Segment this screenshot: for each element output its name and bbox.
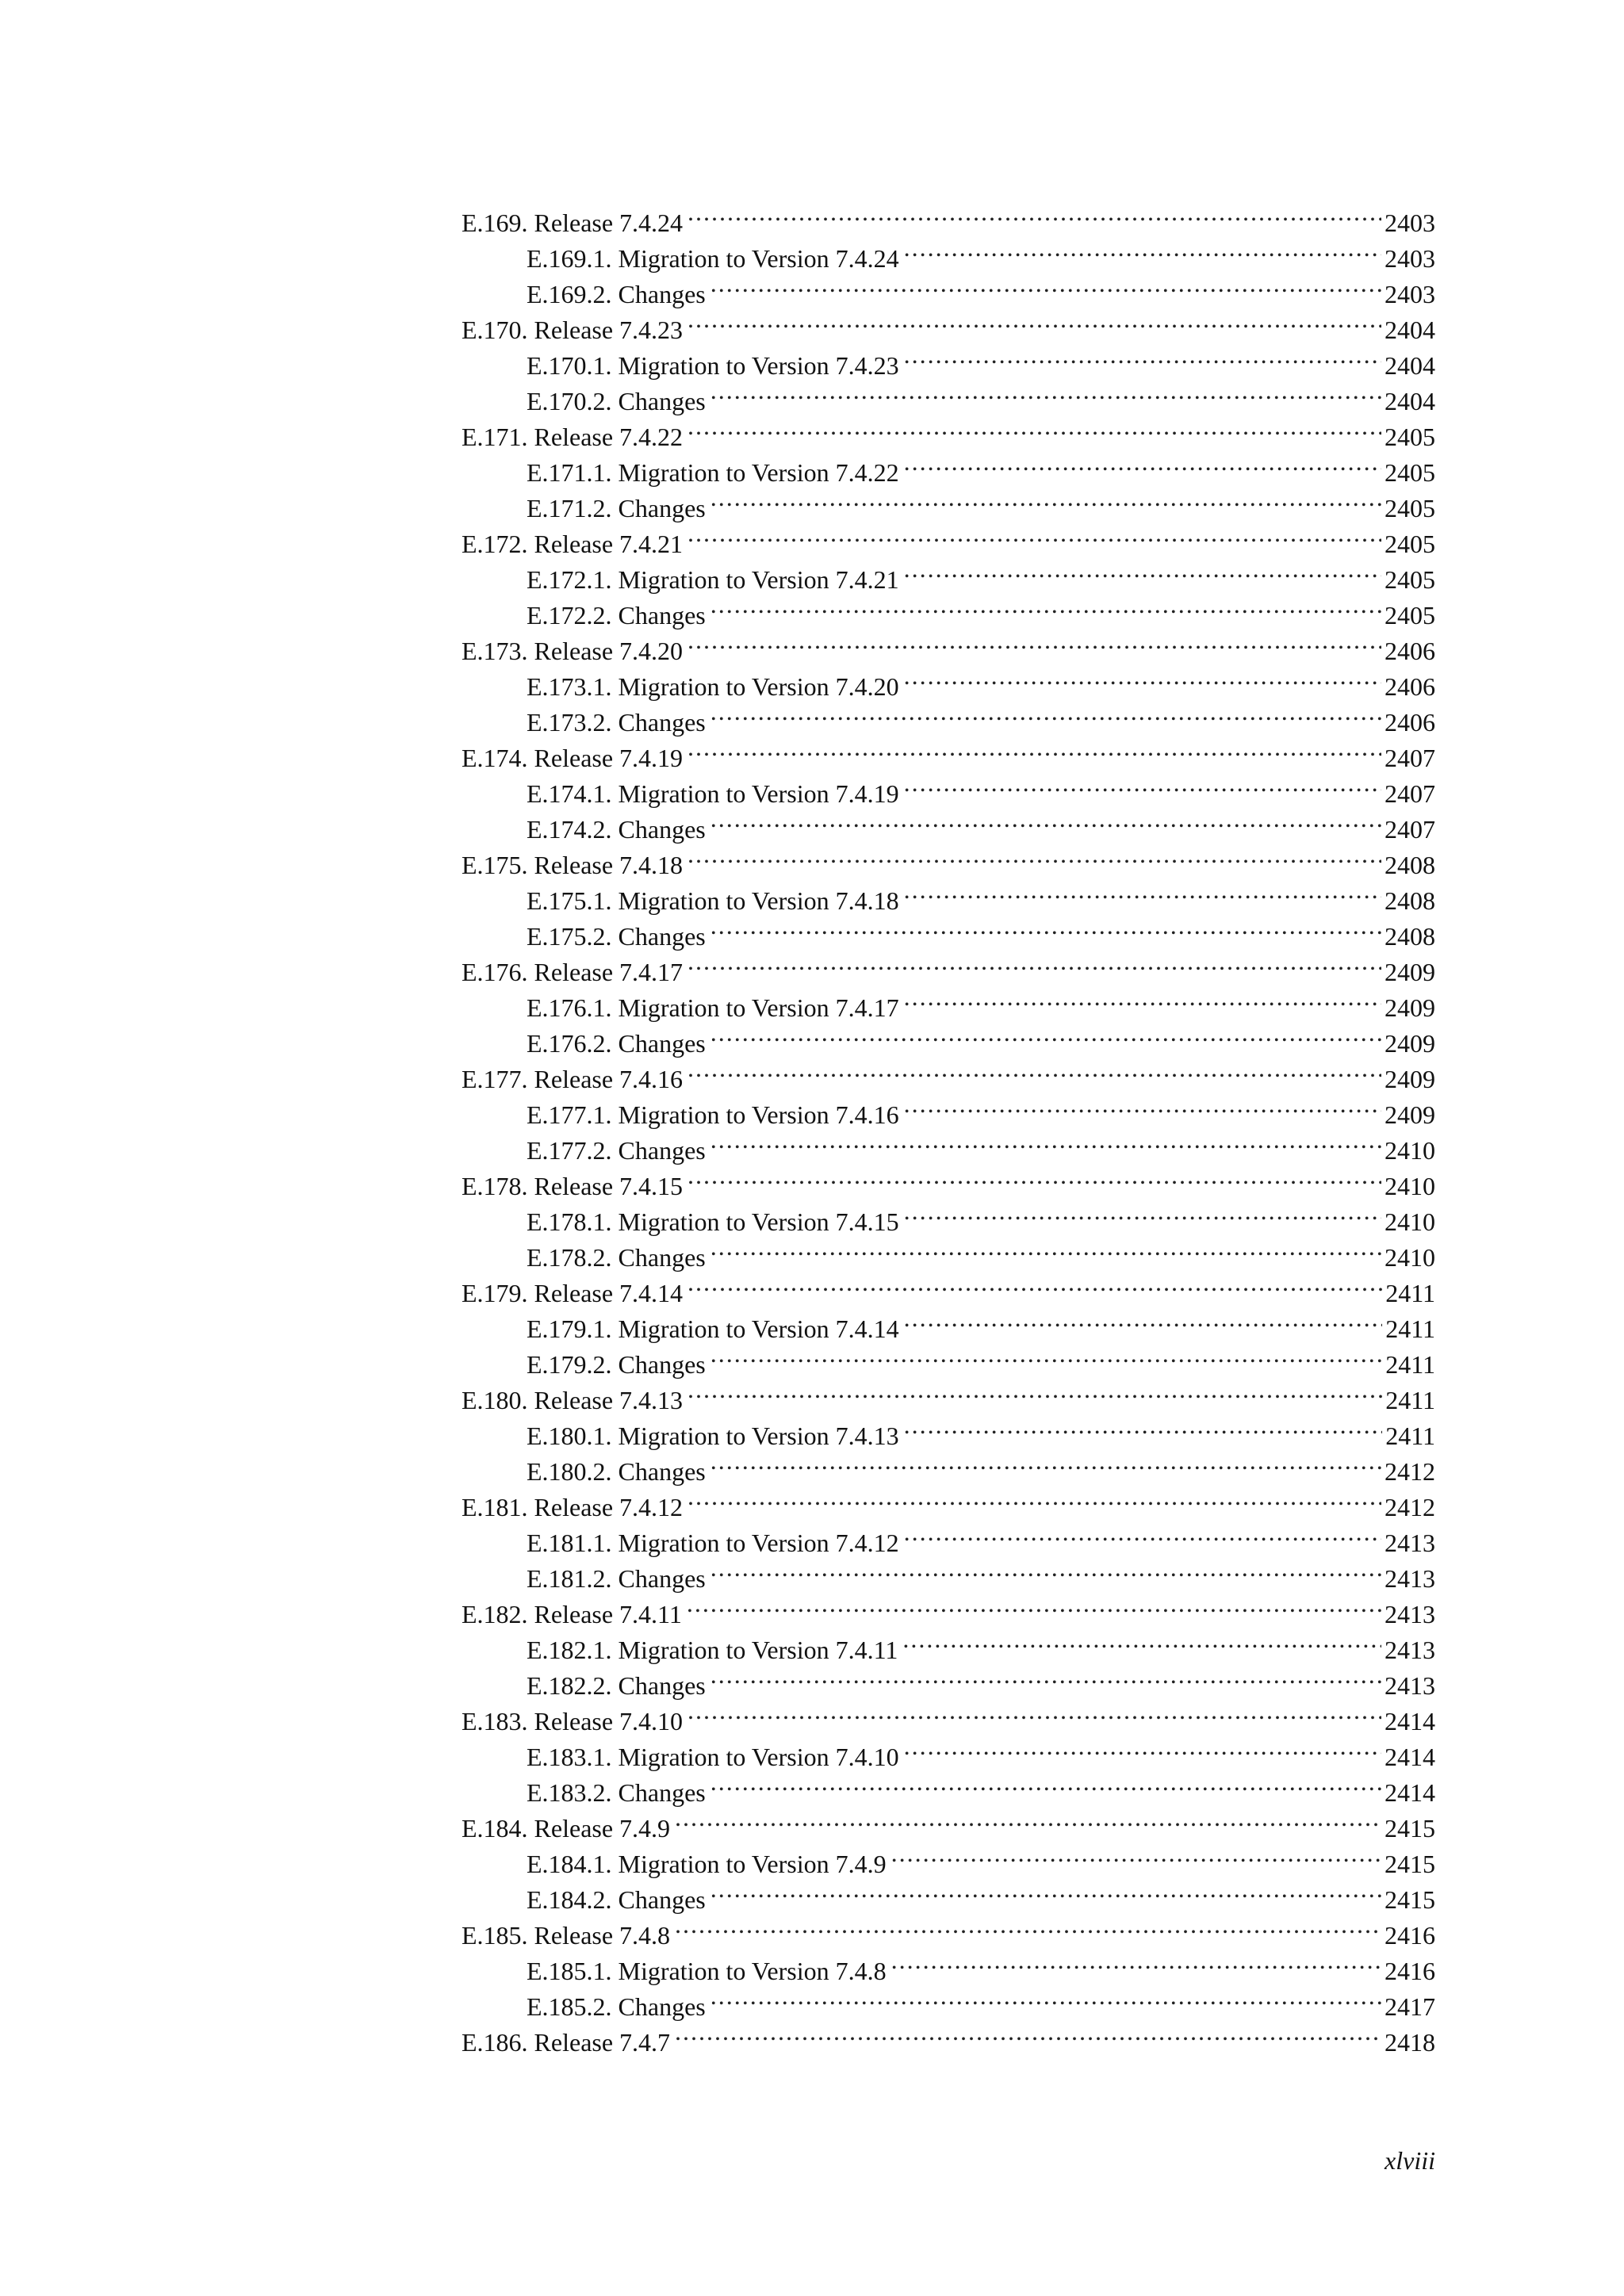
table-of-contents [462,196,1435,2057]
dot-leader [688,838,1381,874]
dot-leader [710,267,1381,303]
dot-leader [675,1801,1381,1837]
dot-leader [904,1195,1381,1230]
toc-entry-page-number: 2403 [1385,244,1435,273]
toc-entry-label: E.181. Release 7.4.12 [462,1493,684,1521]
toc-entry-label: E.177. Release 7.4.16 [462,1065,684,1093]
toc-entry-label: E.180.2. Changes [527,1457,706,1486]
toc-entry-page-number: 2413 [1385,1529,1435,1557]
toc-entry-page-number: 2407 [1385,779,1435,808]
toc-entry-label: E.179.2. Changes [527,1350,706,1379]
dot-leader [710,1552,1381,1587]
toc-entry-label: E.178.1. Migration to Version 7.4.15 [527,1207,899,1236]
toc-entry-label: E.170. Release 7.4.23 [462,316,684,344]
toc-entry-page-number: 2414 [1385,1743,1435,1771]
toc-entry-label: E.169.1. Migration to Version 7.4.24 [527,244,899,273]
toc-entry-page-number: 2416 [1385,1921,1435,1950]
dot-leader [675,1908,1381,1944]
dot-leader [710,1123,1381,1159]
toc-entry-page-number: 2406 [1385,637,1435,665]
toc-entry-label: E.173.1. Migration to Version 7.4.20 [527,672,899,701]
toc-entry-label: E.176.2. Changes [527,1029,706,1058]
toc-entry-page-number: 2407 [1385,744,1435,772]
dot-leader [710,481,1381,517]
toc-entry-page-number: 2405 [1385,565,1435,594]
dot-leader [688,303,1381,339]
toc-entry-label: E.180.1. Migration to Version 7.4.13 [527,1422,899,1450]
toc-entry-label: E.185.1. Migration to Version 7.4.8 [527,1957,887,1985]
toc-entry-page-number: 2411 [1385,1350,1435,1379]
dot-leader [688,1159,1381,1195]
toc-entry-label: E.184.2. Changes [527,1885,706,1914]
toc-entry-label: E.172.1. Migration to Version 7.4.21 [527,565,899,594]
toc-entry-label: E.180. Release 7.4.13 [462,1386,684,1414]
toc-entry-page-number: 2410 [1385,1136,1435,1165]
toc-entry-label: E.171.1. Migration to Version 7.4.22 [527,458,899,487]
dot-leader [904,1409,1383,1445]
dot-leader [688,1694,1381,1730]
toc-entry-label: E.185.2. Changes [527,1992,706,2021]
dot-leader [904,874,1381,909]
toc-entry-page-number: 2412 [1385,1457,1435,1486]
toc-entry-page-number: 2413 [1385,1671,1435,1700]
dot-leader [688,410,1381,446]
toc-entry-label: E.183.1. Migration to Version 7.4.10 [527,1743,899,1771]
toc-entry-page-number: 2409 [1385,1065,1435,1093]
toc-entry-label: E.175.2. Changes [527,922,706,951]
toc-entry-label: E.170.1. Migration to Version 7.4.23 [527,351,899,380]
toc-entry-page-number: 2418 [1385,2028,1435,2057]
toc-entry-label: E.182.2. Changes [527,1671,706,1700]
dot-leader [904,446,1381,481]
dot-leader [710,1337,1382,1373]
toc-entry-label: E.169.2. Changes [527,280,706,308]
toc-entry-page-number: 2409 [1385,1029,1435,1058]
toc-entry-label: E.169. Release 7.4.24 [462,209,684,237]
dot-leader [710,374,1381,410]
toc-entry-page-number: 2408 [1385,851,1435,879]
toc-entry-page-number: 2413 [1385,1564,1435,1593]
toc-entry-label: E.179. Release 7.4.14 [462,1279,684,1307]
toc-entry-page-number: 2405 [1385,423,1435,451]
toc-entry-label: E.170.2. Changes [527,387,706,415]
toc-entry-page-number: 2411 [1385,1422,1435,1450]
toc-entry-page-number: 2415 [1385,1850,1435,1878]
toc-entry-page-number: 2404 [1385,351,1435,380]
toc-entry-label: E.174.1. Migration to Version 7.4.19 [527,779,899,808]
toc-entry-label: E.177.1. Migration to Version 7.4.16 [527,1100,899,1129]
toc-entry-label: E.174.2. Changes [527,815,706,844]
toc-entry-label: E.183. Release 7.4.10 [462,1707,684,1735]
toc-entry-page-number: 2414 [1385,1778,1435,1807]
toc-entry-label: E.171. Release 7.4.22 [462,423,684,451]
toc-entry-page-number: 2411 [1385,1279,1435,1307]
toc-entry-page-number: 2404 [1385,387,1435,415]
dot-leader [688,517,1381,553]
toc-entry-page-number: 2409 [1385,1100,1435,1129]
toc-entry-page-number: 2412 [1385,1493,1435,1521]
toc-entry-page-number: 2406 [1385,672,1435,701]
dot-leader [904,1088,1381,1123]
toc-entry-label: E.173. Release 7.4.20 [462,637,684,665]
toc-entry-label: E.171.2. Changes [527,494,706,522]
dot-leader [710,695,1381,731]
toc-entry-label: E.182. Release 7.4.11 [462,1600,682,1628]
toc-entry-label: E.182.1. Migration to Version 7.4.11 [527,1636,898,1664]
dot-leader [687,1587,1381,1623]
dot-leader [688,731,1381,767]
dot-leader [710,1873,1381,1908]
toc-entry-page-number: 2405 [1385,458,1435,487]
toc-entry-label: E.176.1. Migration to Version 7.4.17 [527,993,899,1022]
toc-entry-page-number: 2405 [1385,601,1435,629]
toc-entry-label: E.178.2. Changes [527,1243,706,1272]
dot-leader [710,1766,1381,1801]
dot-leader [904,232,1381,267]
toc-entry-page-number: 2404 [1385,316,1435,344]
dot-leader [710,802,1381,838]
toc-entry-page-number: 2403 [1385,280,1435,308]
dot-leader [902,1623,1381,1659]
page-number: xlviii [1385,2146,1435,2175]
dot-leader [688,1266,1382,1302]
dot-leader [710,1445,1381,1480]
dot-leader [904,1302,1383,1337]
toc-entry-page-number: 2411 [1385,1386,1435,1414]
dot-leader [904,553,1381,588]
dot-leader [904,981,1381,1016]
toc-entry-page-number: 2413 [1385,1636,1435,1664]
dot-leader [688,196,1381,232]
dot-leader [688,624,1381,660]
toc-entry-page-number: 2417 [1385,1992,1435,2021]
toc-entry-label: E.184. Release 7.4.9 [462,1814,671,1843]
toc-entry-label: E.173.2. Changes [527,708,706,737]
toc-entry-label: E.172.2. Changes [527,601,706,629]
toc-entry-page-number: 2413 [1385,1600,1435,1628]
toc-entry-label: E.175. Release 7.4.18 [462,851,684,879]
toc-entry-label: E.176. Release 7.4.17 [462,958,684,986]
dot-leader [688,1373,1382,1409]
toc-entry-page-number: 2414 [1385,1707,1435,1735]
toc-entry-page-number: 2406 [1385,708,1435,737]
dot-leader [710,1230,1381,1266]
dot-leader [710,588,1381,624]
toc-entry-page-number: 2409 [1385,958,1435,986]
toc-entry-label: E.175.1. Migration to Version 7.4.18 [527,886,899,915]
toc-entry-page-number: 2410 [1385,1207,1435,1236]
toc-entry-page-number: 2411 [1385,1314,1435,1343]
dot-leader [904,660,1381,695]
toc-entry-label: E.177.2. Changes [527,1136,706,1165]
toc-entry-label: E.181.1. Migration to Version 7.4.12 [527,1529,899,1557]
dot-leader [688,1052,1381,1088]
dot-leader [688,1480,1381,1516]
toc-entry-page-number: 2416 [1385,1957,1435,1985]
dot-leader [904,339,1381,374]
dot-leader [710,1980,1381,2015]
toc-entry-label: E.174. Release 7.4.19 [462,744,684,772]
toc-entry-page-number: 2410 [1385,1172,1435,1200]
toc-entry-label: E.172. Release 7.4.21 [462,530,684,558]
toc-entry-label: E.186. Release 7.4.7 [462,2028,671,2057]
dot-leader [904,1730,1381,1766]
toc-entry-page-number: 2408 [1385,922,1435,951]
dot-leader [688,945,1381,981]
toc-entry-page-number: 2410 [1385,1243,1435,1272]
toc-entry-page-number: 2405 [1385,530,1435,558]
toc-entry-release[interactable] [462,196,1435,237]
toc-entry-label: E.181.2. Changes [527,1564,706,1593]
toc-entry-page-number: 2409 [1385,993,1435,1022]
toc-entry-page-number: 2408 [1385,886,1435,915]
toc-entry-page-number: 2403 [1385,209,1435,237]
toc-entry-page-number: 2407 [1385,815,1435,844]
toc-entry-label: E.179.1. Migration to Version 7.4.14 [527,1314,899,1343]
dot-leader [710,1016,1381,1052]
toc-entry-label: E.185. Release 7.4.8 [462,1921,671,1950]
toc-entry-label: E.178. Release 7.4.15 [462,1172,684,1200]
dot-leader [710,1659,1381,1694]
dot-leader [675,2015,1381,2051]
dot-leader [904,767,1381,802]
toc-entry-label: E.184.1. Migration to Version 7.4.9 [527,1850,887,1878]
toc-entry-label: E.183.2. Changes [527,1778,706,1807]
toc-entry-page-number: 2415 [1385,1814,1435,1843]
toc-entry-page-number: 2405 [1385,494,1435,522]
dot-leader [891,1944,1381,1980]
dot-leader [891,1837,1381,1873]
dot-leader [710,909,1381,945]
dot-leader [904,1516,1381,1552]
toc-entry-page-number: 2415 [1385,1885,1435,1914]
